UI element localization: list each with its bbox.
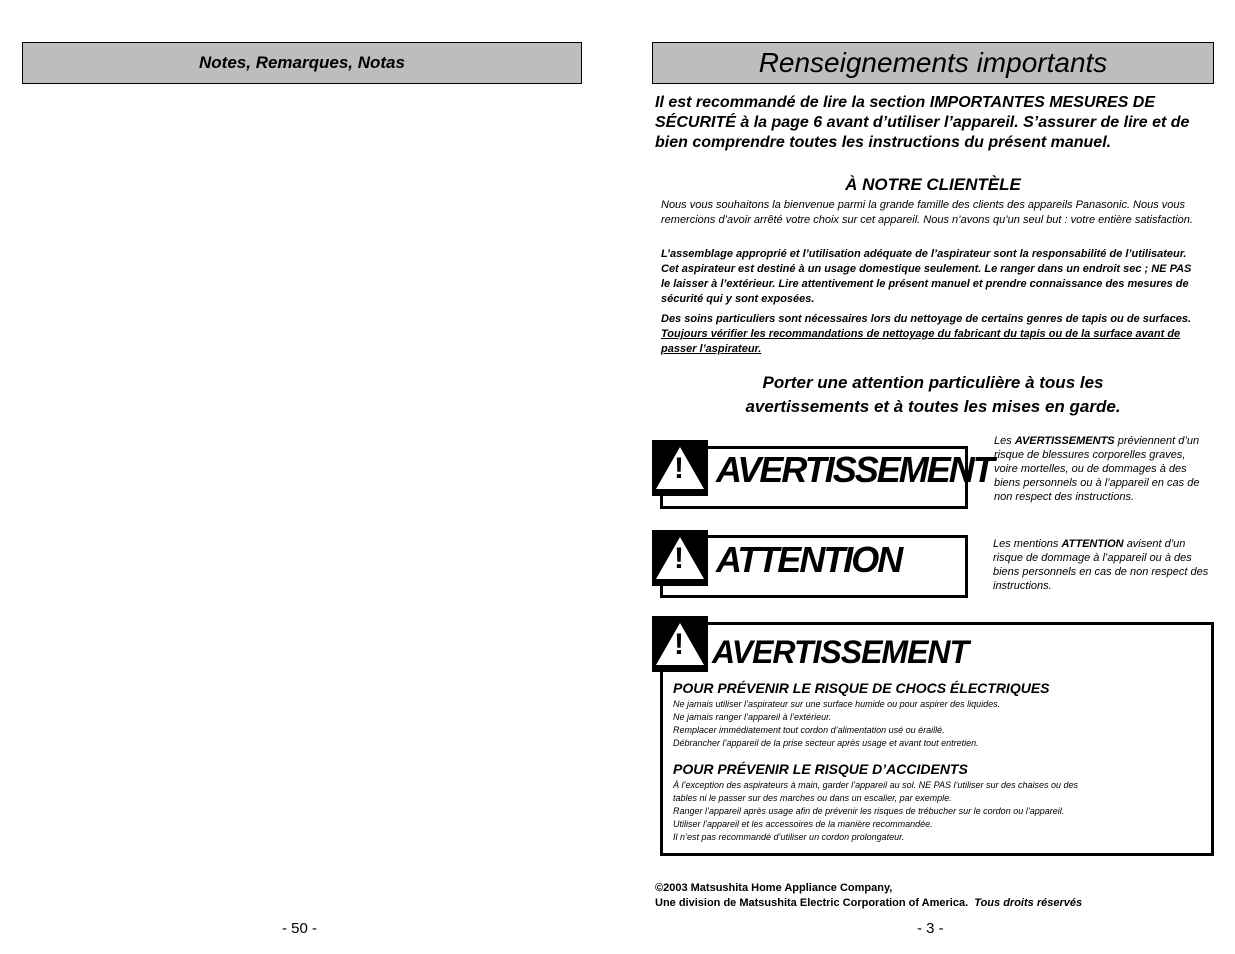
copyright-line-1: ©2003 Matsushita Home Appliance Company, [655, 882, 893, 894]
intro-text: Il est recommandé de lire la section IMPORTANTES MESURES DE SÉCURITÉ à la page 6 avant d’utiliser l’appareil. S’assurer de lire et de bien comprendre toutes les instructions du présent manuel. [655, 94, 1190, 151]
warning-word: AVERTISSEMENT [716, 449, 993, 490]
warning-triangle-icon: ! [652, 440, 708, 496]
attention-heading-1: Porter une attention particulière à tous les [762, 373, 1104, 392]
copyright-rights: Tous droits réservés [974, 897, 1083, 909]
clientele-paragraph-2: L’assemblage approprié et l’utilisation adéquate de l’aspirateur sont la responsabilité de l’utilisateur. Cet aspirateur est destiné à un usage domestique seulement. Le ranger dans un endroit sec ; NE PAS le laisser à l’extérieur. Lire attentivement le présent manuel et prendre connaissance des mesures de sécurité qui y sont exposées. [661, 248, 1192, 305]
shock-section-title: POUR PRÉVENIR LE RISQUE DE CHOCS ÉLECTRIQUES [673, 680, 1050, 696]
list-item: Ranger l’appareil après usage afin de prévenir les risques de trébucher sur le cordon ou l’appareil. [673, 806, 1065, 816]
list-item: À l’exception des aspirateurs à main, garder l’appareil au sol. NE PAS l’utiliser sur des chaises ou des [673, 780, 1079, 790]
caution-word: ATTENTION [716, 539, 902, 580]
clientele-title: À NOTRE CLIENTÈLE [845, 175, 1021, 194]
warning-triangle-icon: ! [652, 530, 708, 586]
clientele-p3-a: Des soins particuliers sont nécessaires lors du nettoyage de certains genres de tapis ou de surfaces. [661, 313, 1192, 325]
left-page-number: - 50 - [282, 920, 318, 937]
shock-section-lines [673, 698, 1203, 750]
caution-description: Les mentions ATTENTION avisent d’un risque de dommage à l’appareil ou à des biens personnels en cas de non respect des instructions. [993, 538, 1209, 592]
warning-description: Les AVERTISSEMENTS préviennent d’un risque de blessures corporelles graves, voire mortelles, ou de dommages à des biens personnels ou à l’appareil en cas de non respect des instructions. [994, 435, 1200, 503]
accident-section-title: POUR PRÉVENIR LE RISQUE D’ACCIDENTS [673, 761, 968, 777]
big-warning-title: AVERTISSEMENT [712, 634, 969, 670]
list-item: tables ni le passer sur des marches ou dans un escalier, par exemple. [673, 793, 952, 803]
left-header-box [22, 42, 582, 84]
list-item: Ne jamais ranger l’appareil à l’extérieur. [673, 712, 832, 722]
right-header-title: Renseignements importants [758, 47, 1108, 78]
copyright-block [655, 881, 1082, 911]
right-header-box [652, 42, 1214, 84]
warning-triangle-icon: ! [652, 616, 708, 672]
attention-heading-2: avertissements et à toutes les mises en garde. [745, 397, 1121, 416]
clientele-paragraph-3 [661, 312, 1209, 357]
list-item: Il n’est pas recommandé d’utiliser un cordon prolongateur. [673, 832, 905, 842]
list-item: Débrancher l’appareil de la prise secteur après usage et avant tout entretien. [673, 738, 979, 748]
left-header-title: Notes, Remarques, Notas [199, 53, 405, 72]
right-page-number: - 3 - [917, 920, 944, 937]
list-item: Utiliser l’appareil et les accessoires de la manière recommandée. [673, 819, 933, 829]
clientele-p3-b: Toujours vérifier les recommandations de nettoyage du fabricant du tapis ou de la surface avant de passer l’aspirateur. [661, 328, 1181, 355]
copyright-line-2: Une division de Matsushita Electric Corporation of America. Tous droits réservés [655, 897, 1083, 909]
list-item: Remplacer immédiatement tout cordon d’alimentation usé ou éraillé. [673, 725, 945, 735]
accident-section-lines [673, 779, 1203, 844]
clientele-paragraph-1: Nous vous souhaitons la bienvenue parmi la grande famille des clients des appareils Panasonic. Nous vous remercions d’avoir arrêté votre choix sur cet appareil. Nous n’avons qu’un seul but : votre entière satisfaction. [661, 199, 1193, 226]
list-item: Ne jamais utiliser l’aspirateur sur une surface humide ou pour aspirer des liquides. [673, 699, 1001, 709]
